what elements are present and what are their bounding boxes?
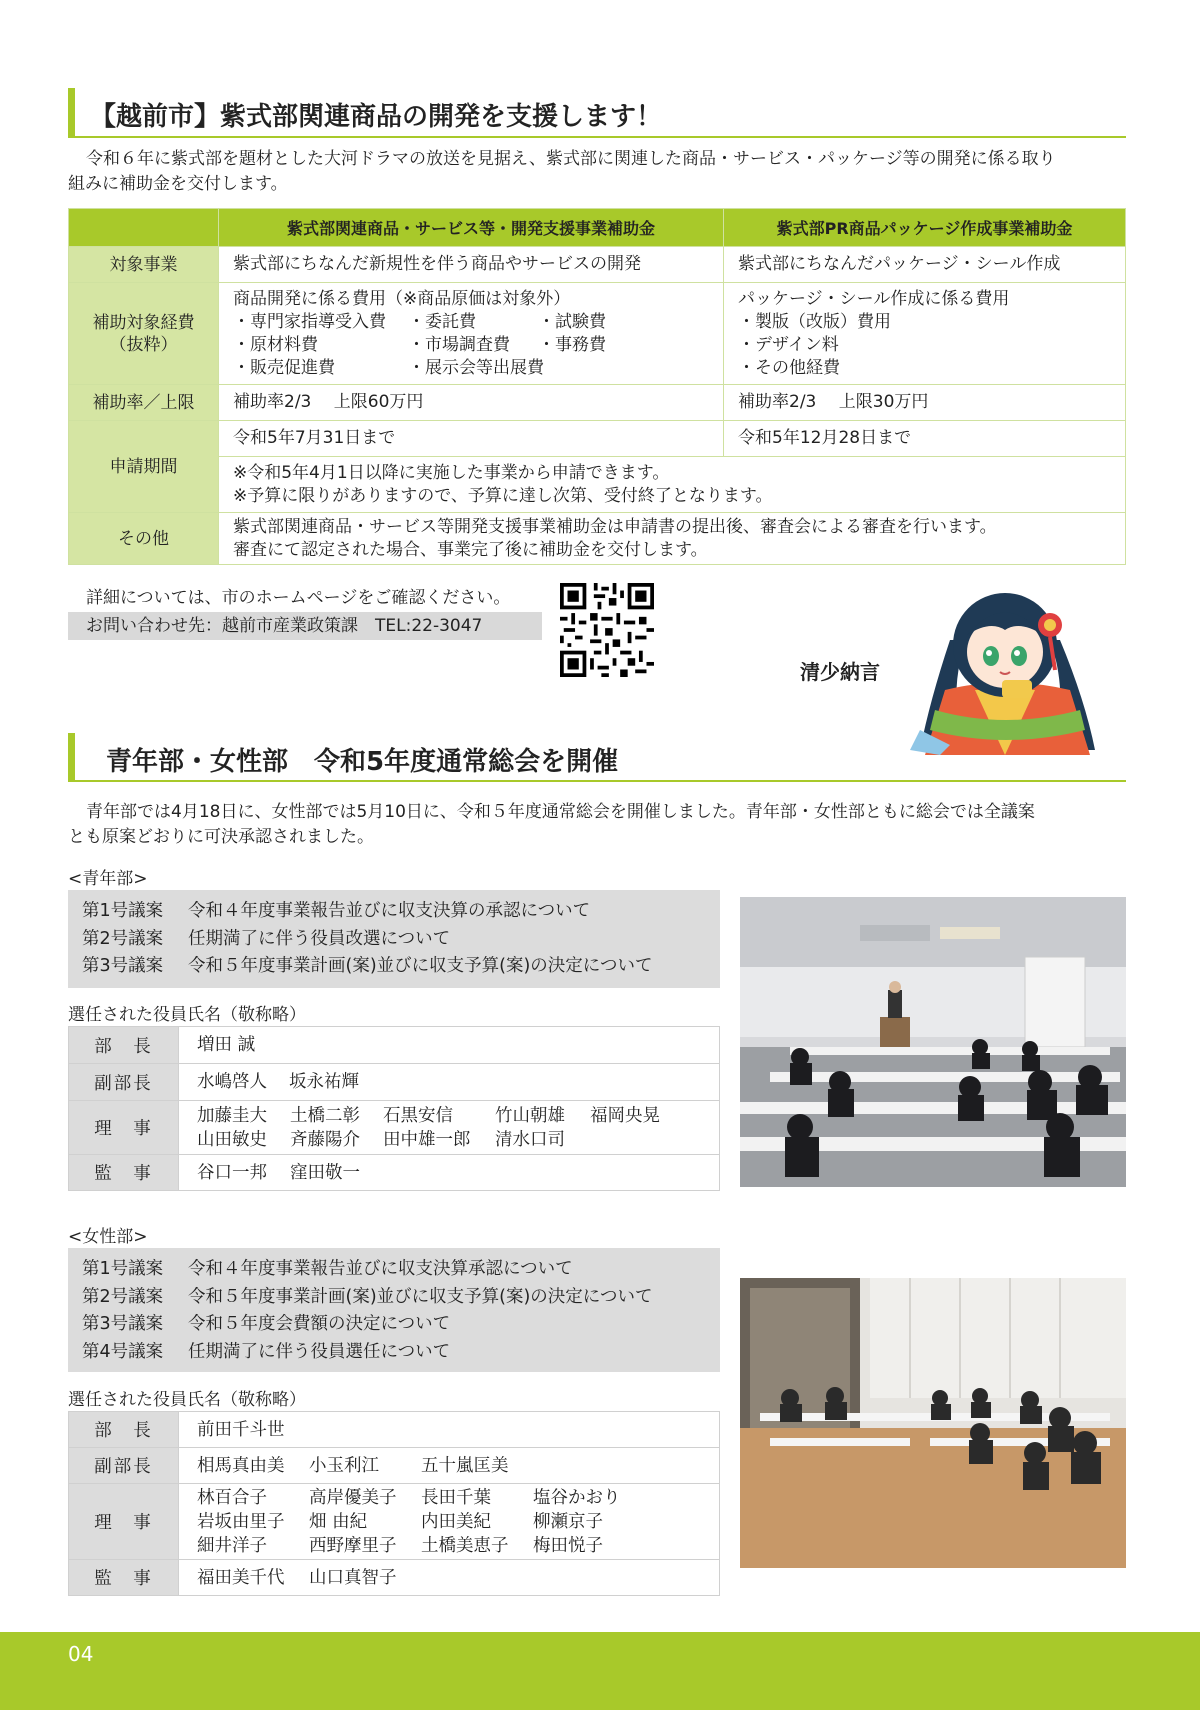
- auditor-names: [179, 1560, 720, 1596]
- cost-label-line1: 補助対象経費: [92, 312, 195, 333]
- auditor-names: [179, 1155, 720, 1191]
- agenda-text: 令和５年度会費額の決定について: [188, 1314, 451, 1334]
- section2-intro-line2: とも原案どおりに可決承認されました。: [68, 827, 374, 847]
- other-line-2: 審査にて認定された場合、事業完了後に補助金を交付します。: [233, 539, 708, 560]
- cost-item: ・原材料費: [233, 334, 318, 355]
- row-label-cost: [69, 283, 219, 385]
- officer-name: 山田敏史: [197, 1129, 267, 1150]
- cost-item: ・販売促進費: [233, 357, 335, 378]
- cost-c1-head: 商品開発に係る費用（※商品原価は対象外）: [233, 288, 571, 309]
- section1-intro: [68, 147, 1148, 197]
- chief-name: 前田千斗世: [179, 1412, 720, 1448]
- cost-c2-item: パッケージ・シール作成に係る費用: [738, 288, 1010, 309]
- row-label-rate: 補助率／上限: [69, 385, 219, 421]
- officer-name: 水嶋啓人: [197, 1072, 267, 1092]
- cost-label-line2: （抜粋）: [109, 334, 178, 355]
- agenda-item: [82, 953, 706, 981]
- officer-name: 岩坂由里子: [197, 1511, 285, 1532]
- role-label: 理 事: [69, 1484, 179, 1560]
- role-label: 部 長: [69, 1412, 179, 1448]
- role-label: 理 事: [69, 1101, 179, 1155]
- chief-name: 増田 誠: [179, 1027, 720, 1064]
- agenda-num: 第4号議案: [82, 1341, 164, 1362]
- officer-name: 細井洋子: [197, 1535, 267, 1556]
- target-c2: 紫式部にちなんだパッケージ・シール作成: [724, 247, 1126, 283]
- period-notes: [219, 457, 1126, 513]
- cost-c1: [219, 283, 724, 385]
- officer-name: 林百合子: [197, 1487, 267, 1508]
- youth-officers-label: 選任された役員氏名（敬称略）: [68, 1005, 306, 1025]
- officer-name: 竹山朝雄: [495, 1105, 565, 1126]
- cost-c2-item: ・デザイン料: [738, 334, 839, 355]
- role-label: 副部長: [69, 1448, 179, 1484]
- officer-name: 五十嵐匡美: [421, 1455, 509, 1476]
- agenda-num: 第2号議案: [82, 1286, 164, 1307]
- section1-rule: [68, 136, 1126, 138]
- section1-intro-line2: 組みに補助金を交付します。: [68, 174, 288, 194]
- women-label: <女性部>: [68, 1227, 148, 1247]
- officer-name: 梅田悦子: [533, 1535, 603, 1556]
- officer-name: 谷口一邦: [197, 1162, 267, 1183]
- women-officers-table: [68, 1411, 720, 1596]
- officer-name: 西野摩里子: [309, 1535, 397, 1556]
- agenda-text: 令和４年度事業報告並びに収支決算承認について: [188, 1259, 573, 1279]
- youth-meeting-photo: [740, 897, 1126, 1187]
- officer-name: 山口真智子: [309, 1567, 397, 1588]
- section2-title: 青年部・女性部 令和5年度通常総会を開催: [106, 747, 619, 777]
- agenda-text: 任期満了に伴う役員改選について: [188, 928, 451, 949]
- col2-header: 紫式部PR商品パッケージ作成事業補助金: [724, 209, 1126, 247]
- officer-name: 田中雄一郎: [383, 1129, 471, 1150]
- officer-name: 石黒安信: [383, 1105, 453, 1126]
- period-note-1: ※令和5年4月1日以降に実施した事業から申請できます。: [233, 462, 670, 483]
- agenda-text: 令和５年度事業計画(案)並びに収支予算(案)の決定について: [188, 956, 653, 976]
- agenda-item: [82, 898, 706, 926]
- cost-c1-row1: [233, 311, 709, 334]
- role-label: 副部長: [69, 1064, 179, 1101]
- director-names: [179, 1101, 720, 1155]
- officer-name: 塩谷かおり: [533, 1487, 621, 1508]
- officer-name: 内田美紀: [421, 1511, 491, 1532]
- agenda-num: 第3号議案: [82, 956, 164, 976]
- mascot-illustration: [890, 580, 1120, 760]
- youth-officers-table: [68, 1026, 720, 1191]
- women-meeting-photo: [740, 1278, 1126, 1568]
- cost-c2-item: ・その他経費: [738, 357, 840, 378]
- cost-item: ・展示会等出展費: [408, 357, 544, 378]
- agenda-item: [82, 1339, 706, 1367]
- agenda-text: 令和５年度事業計画(案)並びに収支予算(案)の決定について: [188, 1286, 653, 1307]
- rate-c2: 補助率2/3 上限30万円: [724, 385, 1126, 421]
- table-corner: [69, 209, 219, 247]
- section1-intro-line1: 令和６年に紫式部を題材とした大河ドラマの放送を見据え、紫式部に関連した商品・サービス・パッケージ等の開発に係る取り: [86, 149, 1056, 169]
- section2-rule: [68, 780, 1126, 782]
- role-label: 監 事: [69, 1155, 179, 1191]
- cost-c2-item: ・製版（改版）費用: [738, 311, 891, 332]
- officer-name: 相馬真由美: [197, 1455, 285, 1476]
- row-label-target: 対象事業: [69, 247, 219, 283]
- vice-names: [179, 1448, 720, 1484]
- agenda-num: 第2号議案: [82, 928, 164, 949]
- cost-c1-row2: [233, 334, 709, 357]
- period-note-2: ※予算に限りがありますので、予算に達し次第、受付終了となります。: [233, 485, 773, 506]
- youth-agenda: [68, 890, 720, 988]
- target-c1: 紫式部にちなんだ新規性を伴う商品やサービスの開発: [219, 247, 724, 283]
- officer-name: 小玉利江: [309, 1455, 379, 1476]
- other-text: [219, 513, 1126, 565]
- page-footer-band: [0, 1632, 1200, 1710]
- agenda-num: 第1号議案: [82, 901, 164, 921]
- officer-name: 窪田敬一: [290, 1162, 360, 1183]
- contact-bar: お問い合わせ先：越前市産業政策課 TEL:22-3047: [68, 612, 542, 640]
- col1-header: 紫式部関連商品・サービス等・開発支援事業補助金: [219, 209, 724, 247]
- women-officers-label: 選任された役員氏名（敬称略）: [68, 1390, 306, 1410]
- officer-name: 土橋美恵子: [421, 1535, 509, 1556]
- officer-name: 福岡央晃: [590, 1105, 660, 1126]
- officer-name: 福田美千代: [197, 1567, 285, 1588]
- subsidy-table: [68, 208, 1126, 565]
- officer-name: 清水口司: [495, 1129, 565, 1150]
- agenda-num: 第3号議案: [82, 1314, 164, 1334]
- role-label: 監 事: [69, 1560, 179, 1596]
- cost-item: ・試験費: [538, 311, 606, 332]
- director-names: [179, 1484, 720, 1560]
- vice-names: [179, 1064, 720, 1101]
- cost-item: ・委託費: [408, 311, 476, 332]
- agenda-item: [82, 1311, 706, 1339]
- role-label: 部 長: [69, 1027, 179, 1064]
- agenda-text: 任期満了に伴う役員選任について: [188, 1341, 451, 1362]
- officer-name: 畑 由紀: [309, 1511, 368, 1532]
- page-number: 04: [68, 1642, 94, 1666]
- section2-accent-bar: [68, 733, 75, 781]
- cost-item: ・専門家指導受入費: [233, 311, 386, 332]
- section1-title: 【越前市】紫式部関連商品の開発を支援します！: [90, 102, 663, 132]
- women-agenda: [68, 1248, 720, 1372]
- officer-name: 長田千葉: [421, 1487, 491, 1508]
- officer-name: 斉藤陽介: [290, 1129, 360, 1150]
- period-c2: 令和5年12月28日まで: [724, 421, 1126, 457]
- row-label-period: 申請期間: [69, 421, 219, 513]
- cost-c1-row3: [233, 357, 709, 380]
- agenda-text: 令和４年度事業報告並びに収支決算の承認について: [188, 901, 591, 921]
- cost-item: ・事務費: [538, 334, 606, 355]
- section1-accent-bar: [68, 88, 75, 136]
- cost-item: ・市場調査費: [408, 334, 510, 355]
- officer-name: 柳瀬京子: [533, 1511, 603, 1532]
- youth-label: <青年部>: [68, 869, 148, 889]
- rate-c1: 補助率2/3 上限60万円: [219, 385, 724, 421]
- section2-intro-line1: 青年部では4月18日に、女性部では5月10日に、令和５年度通常総会を開催しました。青年部・女性部ともに総会では全議案: [86, 802, 1035, 822]
- agenda-num: 第1号議案: [82, 1259, 164, 1279]
- agenda-item: [82, 1256, 706, 1284]
- officer-name: 土橋二彰: [290, 1105, 360, 1126]
- agenda-item: [82, 926, 706, 954]
- officer-name: 加藤圭大: [197, 1105, 267, 1126]
- details-note: 詳細については、市のホームページをご確認ください。: [86, 588, 511, 608]
- other-line-1: 紫式部関連商品・サービス等開発支援事業補助金は申請書の提出後、審査会による審査を行います。: [233, 516, 997, 537]
- period-c1: 令和5年7月31日まで: [219, 421, 724, 457]
- agenda-item: [82, 1284, 706, 1312]
- qr-code[interactable]: [560, 583, 654, 677]
- cost-c2: [724, 283, 1126, 385]
- officer-name: 高岸優美子: [309, 1487, 397, 1508]
- section2-intro: [68, 800, 1148, 850]
- officer-name: 坂永祐輝: [289, 1072, 359, 1092]
- mascot-label: 清少納言: [800, 660, 880, 684]
- row-label-other: その他: [69, 513, 219, 565]
